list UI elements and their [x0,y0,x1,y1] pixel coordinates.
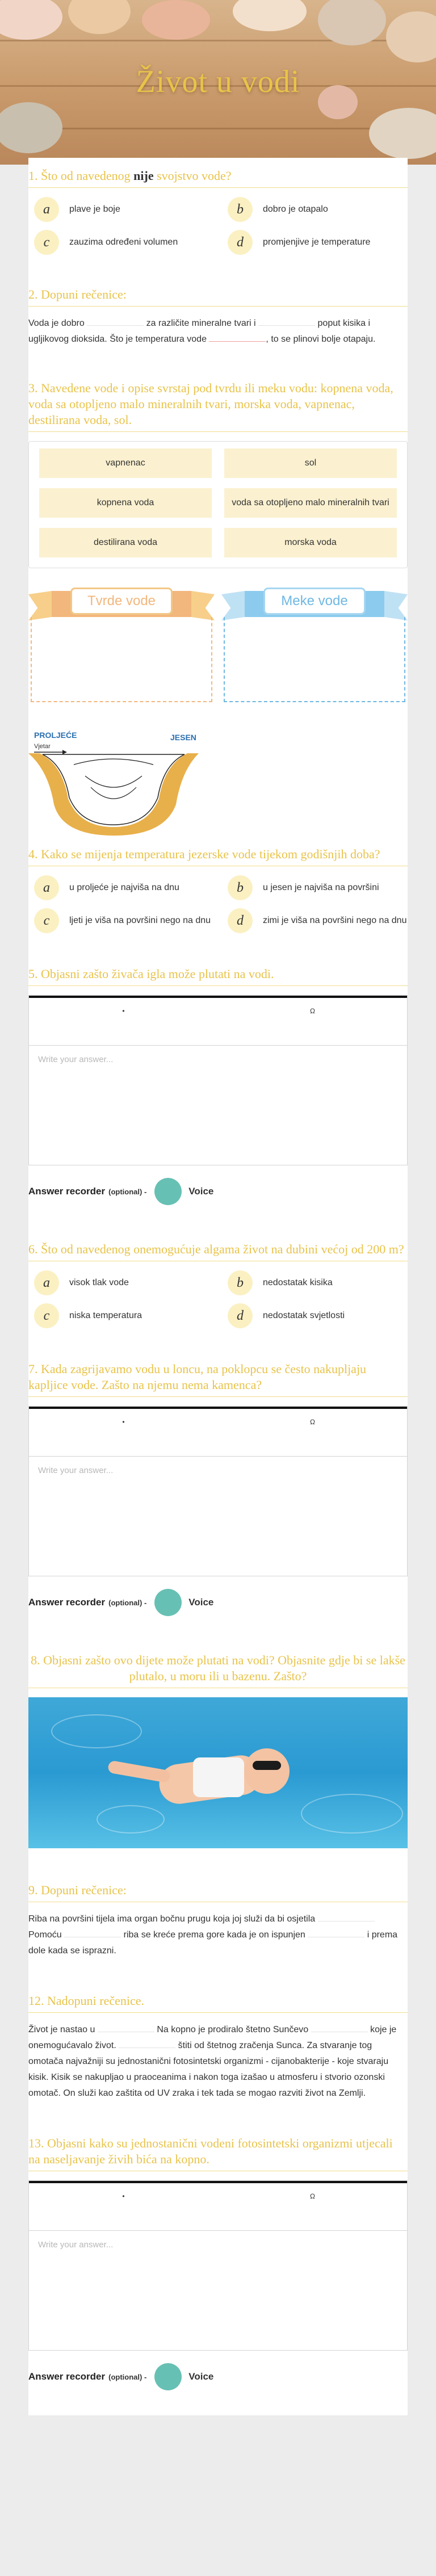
lake-seasons-figure [28,731,210,838]
question-title: 12. Nadopuni rečenice. [28,1993,408,2013]
option-text: nedostatak kisika [263,1278,333,1287]
answer-textarea[interactable]: Write your answer... [38,1055,114,1064]
option-b[interactable] [228,875,408,900]
shell-image [0,0,62,40]
option-text: plave je boje [69,204,120,214]
option-text: dobro je otapalo [263,204,328,214]
question-title: 2. Dopuni rečenice: [28,287,408,307]
question-7 [28,1361,408,1618]
question-3 [28,380,408,702]
drag-chip[interactable]: destilirana voda [39,528,212,557]
question-1 [28,168,408,255]
question-5 [28,966,408,1207]
option-d[interactable] [228,230,408,255]
header-banner [0,0,436,165]
option-text: zimi je viša na površini nego na dnu [263,916,407,925]
drag-items-box [28,441,408,568]
record-button[interactable] [154,2363,182,2390]
option-b[interactable] [228,197,408,222]
question-6 [28,1241,408,1328]
option-a[interactable] [34,1270,214,1295]
blank-input[interactable] [98,2024,154,2032]
question-4 [28,846,408,933]
option-letter: b [228,197,253,222]
answer-recorder [28,1587,408,1618]
lake-diagram-icon [28,731,210,838]
voice-label: Voice [188,2371,214,2382]
answer-editor [28,995,408,1165]
voice-label: Voice [188,1186,214,1197]
question-title: 4. Kako se mijenja temperatura jezerske vode tijekom godišnjih doba? [28,846,408,866]
question-title: 8. Objasni zašto ovo dijete može plutati na vodi? Objasnite gdje bi se lakše plutalo, u moru ili u bazenu. Zašto? [28,1652,408,1688]
option-a[interactable] [34,875,214,900]
option-text: promjenjive je temperature [263,237,371,247]
blank-input[interactable] [311,2024,368,2032]
spring-label: PROLJEĆE [34,731,77,740]
editor-toolbar [29,996,407,1046]
option-letter: d [228,230,253,255]
question-8 [28,1652,408,1848]
option-letter: a [34,1270,59,1295]
fill-in-text: Voda je dobro za različite mineralne tvari i poput kisika i ugljikovog dioksida. Što je temperatura vode , to se plinovi bolje otapaju. [28,318,376,344]
option-text: nedostatak svjetlosti [263,1311,345,1320]
special-char-button[interactable]: Ω [310,1418,315,1426]
answer-textarea[interactable]: Write your answer... [38,1466,114,1475]
option-c[interactable] [34,1303,214,1328]
drag-chip[interactable]: kopnena voda [39,488,212,518]
question-13 [28,2136,408,2393]
blank-input[interactable] [258,318,315,326]
drop-area[interactable] [224,617,405,702]
record-button[interactable] [154,1178,182,1205]
option-letter: b [228,1270,253,1295]
bin-title: Tvrde vode [70,588,173,615]
shell-image [142,0,210,40]
question-2 [28,287,408,347]
recorder-optional: (optional) - [108,2372,147,2381]
shell-image [386,11,436,62]
bin-title: Meke vode [263,588,366,615]
drop-zone-soft-water[interactable] [221,583,408,702]
question-title: 13. Objasni kako su jednostanični vodeni fotosintetski organizmi utjecali na naseljavanje živih bića na kopno. [28,2136,408,2171]
question-title: 6. Što od navedenog onemogućuje algama život na dubini većoj od 200 m? [28,1241,408,1261]
option-c[interactable] [34,908,214,933]
bullet-list-button[interactable]: • [122,1418,125,1426]
fill-in-text: Riba na površini tijela ima organ bočnu prugu koja joj služi da bi osjetila Pomoću riba se kreće prema gore kada je on ispunjen i prema dole kada se isprazni. [28,1914,398,1956]
option-d[interactable] [228,908,408,933]
blank-input[interactable] [308,1929,364,1937]
special-char-button[interactable]: Ω [310,2192,315,2200]
option-text: niska temperatura [69,1311,142,1320]
option-letter: a [34,875,59,900]
page-title: Život u vodi [136,64,300,99]
recorder-optional: (optional) - [108,1187,147,1196]
option-letter: d [228,908,253,933]
floating-child-photo [28,1697,408,1848]
drop-area[interactable] [31,617,212,702]
question-12 [28,1993,408,2101]
option-d[interactable] [228,1303,408,1328]
option-text: u jesen je najviša na površini [263,883,379,892]
editor-toolbar [29,2181,407,2231]
recorder-label: Answer recorder [28,1597,106,1608]
shell-image [68,0,131,34]
shell-image [0,102,62,153]
drag-chip[interactable]: sol [224,448,397,478]
shell-image [318,0,386,45]
option-letter: b [228,875,253,900]
blank-input[interactable] [318,1914,375,1921]
blank-input[interactable] [87,318,144,326]
option-letter: d [228,1303,253,1328]
question-title: 5. Objasni zašto živača igla može plutati na vodi. [28,966,408,986]
editor-toolbar [29,1407,407,1457]
option-a[interactable] [34,197,214,222]
answer-recorder [28,1176,408,1207]
option-text: visok tlak vode [69,1278,129,1287]
option-letter: c [34,1303,59,1328]
bullet-list-button[interactable]: • [122,1007,125,1015]
option-text: zauzima određeni volumen [69,237,178,247]
question-title: 3. Navedene vode i opise svrstaj pod tvrdu ili meku vodu: kopnena voda, voda sa otopljeno malo mineralnih tvari, morska voda, vapnenac, destilirana voda, sol. [28,380,408,432]
option-b[interactable] [228,1270,408,1295]
option-letter: c [34,230,59,255]
fill-in-text: Život je nastao u Na kopno je prodiralo štetno Sunčevo koje je onemogućavalo život. štiti od štetnog zračenja Sunca. Za stvaranje tog omotača najvažniji su jednostanični fotosintetski organizmi - cijanobakterije - koje stvaraju kisik. Kisik se nakupljao u praoceanima i nakon toga izašao u atmosferu i stvorio ozonski omotač. On služi kao zaštita od UV zraka i tek tada se mogao razviti život na Zemlji. [28,2025,397,2098]
blank-input[interactable] [64,1929,121,1937]
voice-label: Voice [188,1597,214,1608]
bullet-list-button[interactable]: • [122,2192,125,2200]
question-9 [28,1882,408,1959]
option-text: u proljeće je najviša na dnu [69,883,179,892]
option-letter: c [34,908,59,933]
wind-label: Vjetar [34,743,51,750]
option-c[interactable] [34,230,214,255]
option-letter: a [34,197,59,222]
worksheet-card [28,158,408,2415]
blank-input[interactable] [209,334,266,342]
answer-textarea[interactable]: Write your answer... [38,2240,114,2250]
recorder-optional: (optional) - [108,1598,147,1607]
special-char-button[interactable]: Ω [310,1007,315,1015]
shell-image [233,0,307,31]
answer-recorder [28,2361,408,2393]
record-button[interactable] [154,1589,182,1616]
shell-image [369,108,436,159]
drop-zone-hard-water[interactable] [28,583,215,702]
answer-editor [28,1406,408,1576]
question-title: 1. Što od navedenog nije svojstvo vode? [28,168,408,188]
blank-input[interactable] [119,2040,175,2048]
option-text: ljeti je viša na površini nego na dnu [69,916,211,925]
drag-chip[interactable]: morska voda [224,528,397,557]
question-title: 9. Dopuni rečenice: [28,1882,408,1902]
question-title: 7. Kada zagrijavamo vodu u loncu, na poklopcu se često nakupljaju kapljice vode. Zašto na njemu nema kamenca? [28,1361,408,1397]
recorder-label: Answer recorder [28,2371,106,2382]
autumn-label: JESEN [170,733,196,742]
recorder-label: Answer recorder [28,1186,106,1197]
drag-chip[interactable]: vapnenac [39,448,212,478]
answer-editor [28,2180,408,2351]
drag-chip[interactable]: voda sa otopljeno malo mineralnih tvari [224,488,397,518]
